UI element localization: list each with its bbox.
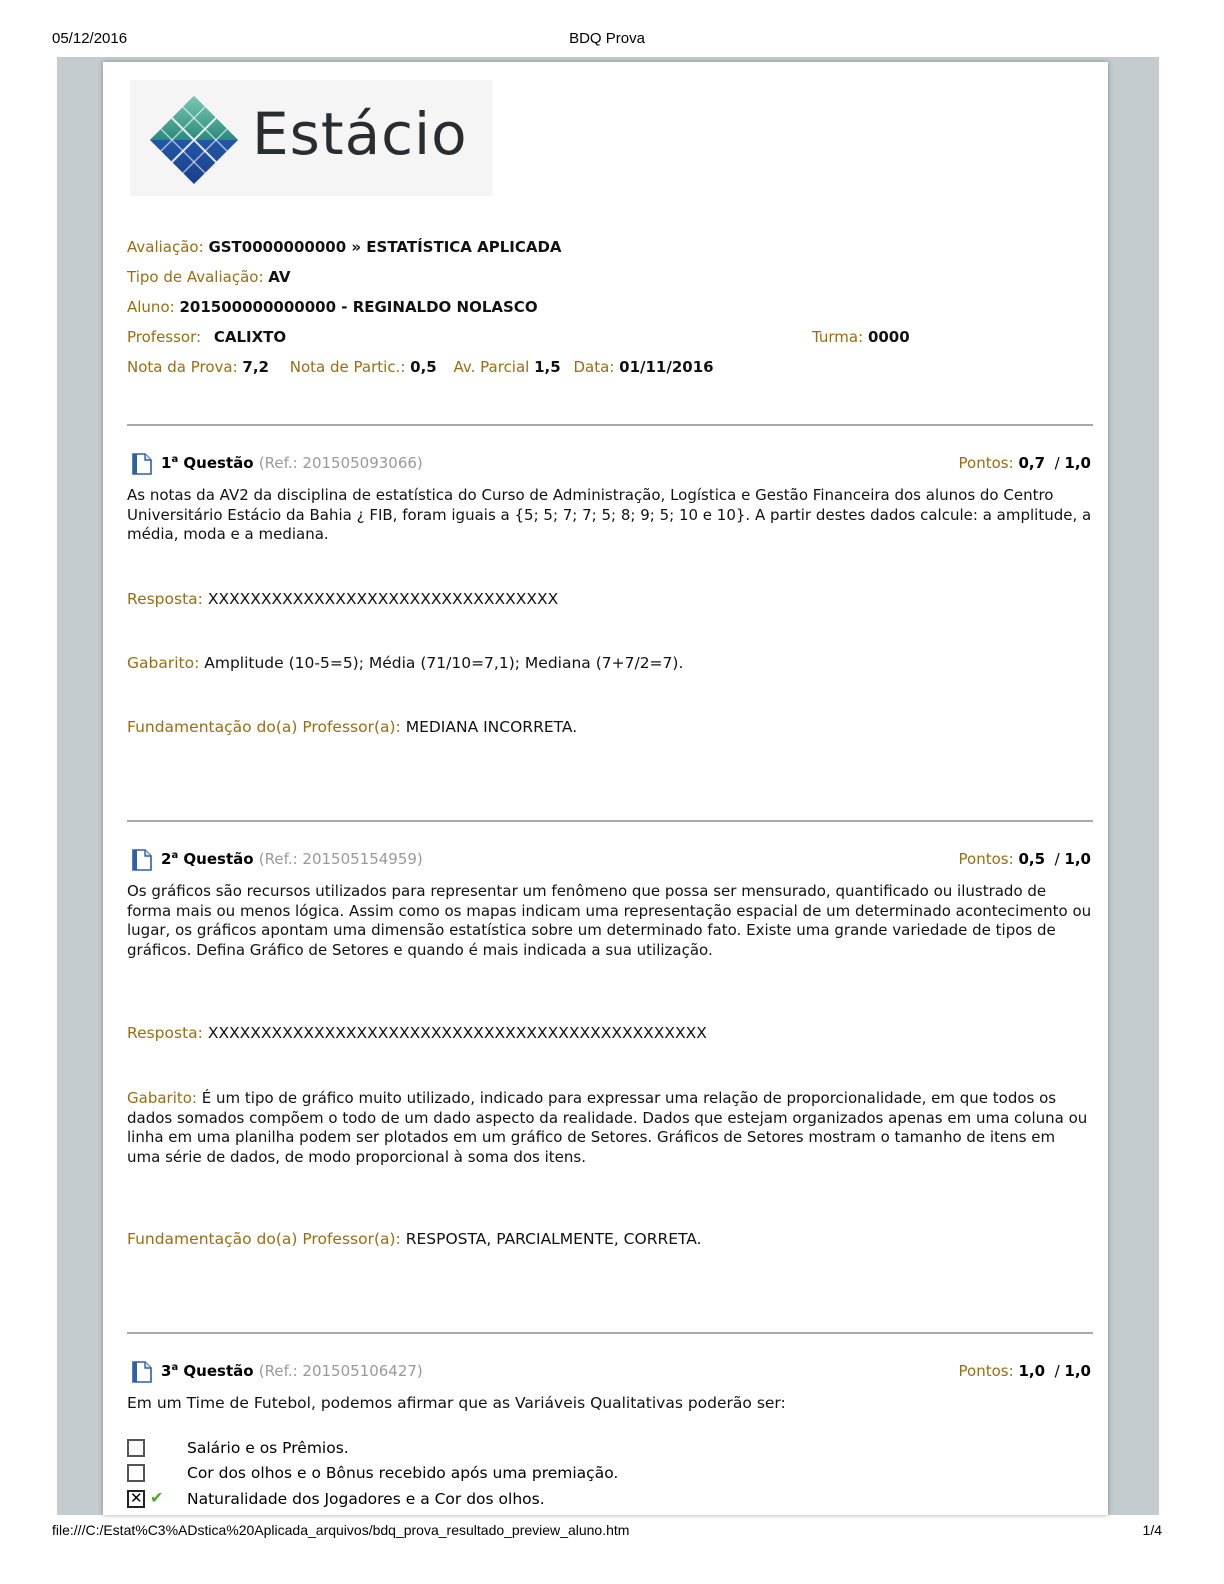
logo-text: Estácio xyxy=(252,100,468,168)
info-turma xyxy=(812,328,910,346)
divider xyxy=(127,424,1093,426)
option-text: Cor dos olhos e o Bônus recebido após uma premiação. xyxy=(187,1464,619,1482)
question-2-points: Pontos: 0,5 / 1,0 xyxy=(958,850,1091,868)
question-1-gabarito: Gabarito: Amplitude (10-5=5); Média (71/10=7,1); Mediana (7+7/2=7). xyxy=(127,654,684,672)
question-1-title: 1$^a$ Questão (Ref.: 201505093066) xyxy=(161,454,423,472)
nota-partic-label: Nota de Partic.: xyxy=(289,358,406,376)
question-1-fundamentacao: Fundamentação do(a) Professor(a): MEDIANA INCORRETA. xyxy=(127,718,578,736)
data-value: 01/11/2016 xyxy=(619,358,714,376)
question-1-resposta: Resposta: XXXXXXXXXXXXXXXXXXXXXXXXXXXXXXXXX xyxy=(127,590,559,608)
question-1-points: Pontos: 0,7 / 1,0 xyxy=(958,454,1091,472)
tipo-value: AV xyxy=(268,268,291,286)
correct-check-icon: ✔ xyxy=(150,1488,164,1507)
question-3-statement: Em um Time de Futebol, podemos afirmar que as Variáveis Qualitativas poderão ser: xyxy=(127,1394,786,1412)
question-2-resposta: Resposta: XXXXXXXXXXXXXXXXXXXXXXXXXXXXXXXXXXXXXXXXXXXXXXX xyxy=(127,1024,707,1042)
question-1-header xyxy=(127,453,1091,475)
turma-label: Turma: xyxy=(812,328,864,346)
info-notas xyxy=(127,358,714,376)
av-parcial-label: Av. Parcial xyxy=(453,358,530,376)
professor-value: CALIXTO xyxy=(213,328,287,346)
question-2-statement: Os gráficos são recursos utilizados para representar um fenômeno que possa ser mensurado, quantificado ou ilustrado de forma mais ou menos lógica. Assim como os mapas indicam uma representação espacial de um determinado acontecimento ou lugar, os gráficos apontam uma dimensão estatística sobre um determinado fato. Existe uma grande variedade de tipos de gráficos. Defina Gráfico de Setores e quando é mais indicada a sua utilização. xyxy=(127,882,1092,959)
question-2-ref: (Ref.: 201505154959) xyxy=(258,850,423,868)
aluno-value: 201500000000000 - REGINALDO NOLASCO xyxy=(179,298,538,316)
info-professor xyxy=(127,328,286,346)
info-avaliacao xyxy=(127,238,562,256)
logo-diamond-icon xyxy=(148,94,240,186)
question-3-header xyxy=(127,1361,1091,1383)
question-2-title: 2$^a$ Questão (Ref.: 201505154959) xyxy=(161,850,423,868)
turma-value: 0000 xyxy=(867,328,910,346)
question-3-title: 3$^a$ Questão (Ref.: 201505106427) xyxy=(161,1362,423,1380)
info-tipo xyxy=(127,268,291,286)
document-icon xyxy=(132,453,152,475)
document-icon xyxy=(132,1361,152,1383)
av-parcial-value: 1,5 xyxy=(534,358,561,376)
professor-label: Professor: xyxy=(127,328,202,346)
question-2-fundamentacao: Fundamentação do(a) Professor(a): RESPOSTA, PARCIALMENTE, CORRETA. xyxy=(127,1230,702,1248)
question-1-ref: (Ref.: 201505093066) xyxy=(258,454,423,472)
print-url: file:///C:/Estat%C3%ADstica%20Aplicada_arquivos/bdq_prova_resultado_preview_aluno.htm xyxy=(52,1522,630,1538)
print-footer xyxy=(52,1522,1162,1542)
nota-prova-label: Nota da Prova: xyxy=(127,358,238,376)
estacio-logo xyxy=(130,80,492,196)
question-1-statement: As notas da AV2 da disciplina de estatística do Curso de Administração, Logística e Gestão Financeira dos alunos do Centro Universitário Estácio da Bahia ¿ FIB, foram iguais a {5; 5; 7; 7; 5; 8; 9; 5; 10 e 10}. A partir destes dados calcule: a amplitude, a média, moda e a mediana. xyxy=(127,486,1092,543)
aluno-label: Aluno: xyxy=(127,298,175,316)
avaliacao-value: GST0000000000 » ESTATÍSTICA APLICADA xyxy=(208,238,562,256)
avaliacao-label: Avaliação: xyxy=(127,238,204,256)
tipo-label: Tipo de Avaliação: xyxy=(127,268,264,286)
divider xyxy=(127,1332,1093,1334)
data-label: Data: xyxy=(573,358,615,376)
option-text: Naturalidade dos Jogadores e a Cor dos olhos. xyxy=(187,1490,545,1508)
print-header xyxy=(52,30,1162,50)
option-checkbox-checked[interactable] xyxy=(127,1490,145,1508)
print-page-number: 1/4 xyxy=(1142,1522,1162,1538)
option-checkbox[interactable] xyxy=(127,1439,145,1457)
document-icon xyxy=(132,849,152,871)
nota-partic-value: 0,5 xyxy=(410,358,437,376)
question-3-points: Pontos: 1,0 / 1,0 xyxy=(958,1362,1091,1380)
question-3-ref: (Ref.: 201505106427) xyxy=(258,1362,423,1380)
nota-prova-value: 7,2 xyxy=(242,358,269,376)
question-2-header xyxy=(127,849,1091,871)
info-aluno xyxy=(127,298,538,316)
divider xyxy=(127,820,1093,822)
option-checkbox[interactable] xyxy=(127,1464,145,1482)
print-date: 05/12/2016 xyxy=(52,30,128,47)
print-title: BDQ Prova xyxy=(569,30,645,47)
question-2-gabarito: Gabarito: É um tipo de gráfico muito utilizado, indicado para expressar uma relação de proporcionalidade, em que todos os dados somados compõem o todo de um dado aspecto da realidade. Dados que estejam organizados apenas em uma coluna ou linha em uma planilha podem ser plotados em um gráfico de Setores. Gráficos de Setores mostram o tamanho de itens em uma série de dados, de modo proporcional à soma dos itens. xyxy=(127,1089,1088,1166)
option-text: Salário e os Prêmios. xyxy=(187,1439,349,1457)
